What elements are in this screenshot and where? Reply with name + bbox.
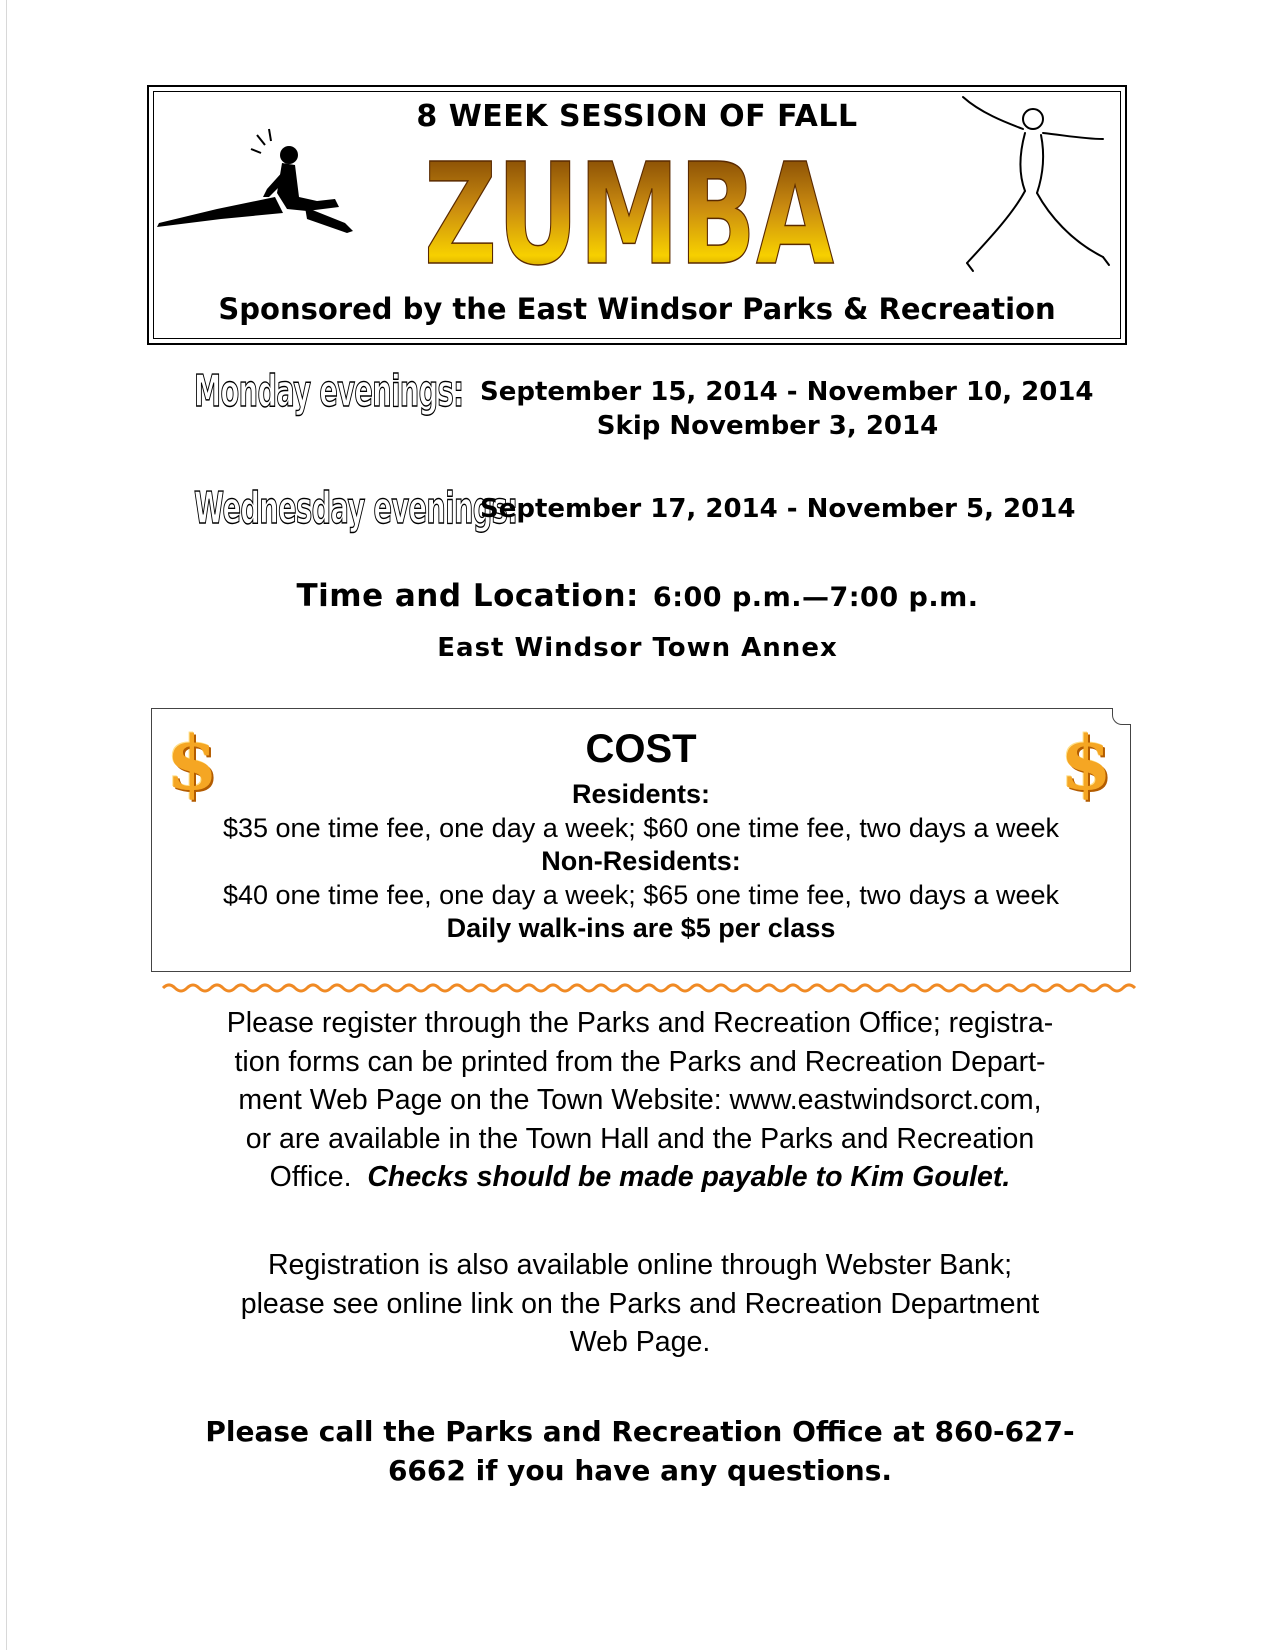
contact-line: 6662 if you have any questions. — [387, 1454, 893, 1487]
time-location-label: Time and Location: — [296, 578, 639, 614]
monday-skip-note: Skip November 3, 2014 — [596, 411, 939, 441]
checks-payable-note: Checks should be made payable to Kim Goulet. — [367, 1161, 1011, 1193]
wednesday-dates: September 17, 2014 - November 5, 2014 — [480, 494, 1076, 524]
registration-line: tion forms can be printed from the Parks and Recreation Depart- — [234, 1045, 1046, 1078]
dollar-sign-icon: $ — [1060, 721, 1112, 807]
residents-fees: $35 one time fee, one day a week; $60 one time fee, two days a week — [222, 813, 1060, 843]
registration-line — [150, 1158, 1130, 1197]
dollar-sign-icon: $ — [166, 721, 218, 807]
cost-title: COST — [585, 727, 697, 771]
nonresidents-label: Non-Residents: — [541, 846, 741, 876]
contact-line: Please call the Parks and Recreation Office at 860-627- — [205, 1415, 1075, 1448]
registration-line: or are available in the Town Hall and the Parks and Recreation — [245, 1122, 1035, 1155]
page-curl — [1112, 708, 1131, 725]
monday-dates: September 15, 2014 - November 10, 2014 — [480, 377, 1094, 407]
registration-paragraph — [150, 1004, 1130, 1197]
leaping-dancer-icon — [953, 95, 1113, 273]
page-edge — [6, 0, 7, 1650]
online-line: Registration is also available online through Webster Bank; — [267, 1249, 1013, 1281]
online-line: Web Page. — [569, 1326, 711, 1358]
squiggle-divider — [163, 980, 1108, 996]
monday-label: Monday evenings: — [194, 366, 464, 417]
online-line: please see online link on the Parks and Recreation Department — [240, 1287, 1040, 1320]
class-location: East Windsor Town Annex — [437, 633, 838, 663]
zumba-logo — [423, 133, 835, 297]
registration-line: ment Web Page on the Town Website: www.eastwindsorct.com, — [238, 1084, 1042, 1116]
registration-line: Please register through the Parks and Recreation Office; registra- — [226, 1007, 1054, 1039]
contact-paragraph — [150, 1412, 1130, 1490]
class-time: 6:00 p.m.—7:00 p.m. — [652, 582, 979, 613]
monday-schedule — [480, 375, 1094, 443]
time-location-line — [0, 578, 1275, 614]
residents-label: Residents: — [571, 779, 711, 809]
sponsor-line: Sponsored by the East Windsor Parks & Recreation — [218, 292, 1056, 326]
kneeling-dancer-icon — [157, 127, 357, 237]
walkin-fee: Daily walk-ins are $5 per class — [446, 913, 836, 943]
zumba-logo-text: ZUMBA — [423, 133, 835, 297]
wednesday-label: Wednesday evenings: — [194, 483, 518, 534]
header-box — [147, 85, 1127, 345]
session-heading: 8 WEEK SESSION OF FALL — [416, 99, 858, 134]
cost-box — [151, 708, 1131, 972]
nonresidents-fees: $40 one time fee, one day a week; $65 one time fee, two days a week — [222, 880, 1060, 910]
online-registration-paragraph — [150, 1246, 1130, 1362]
registration-office-text: Office. — [269, 1161, 368, 1193]
